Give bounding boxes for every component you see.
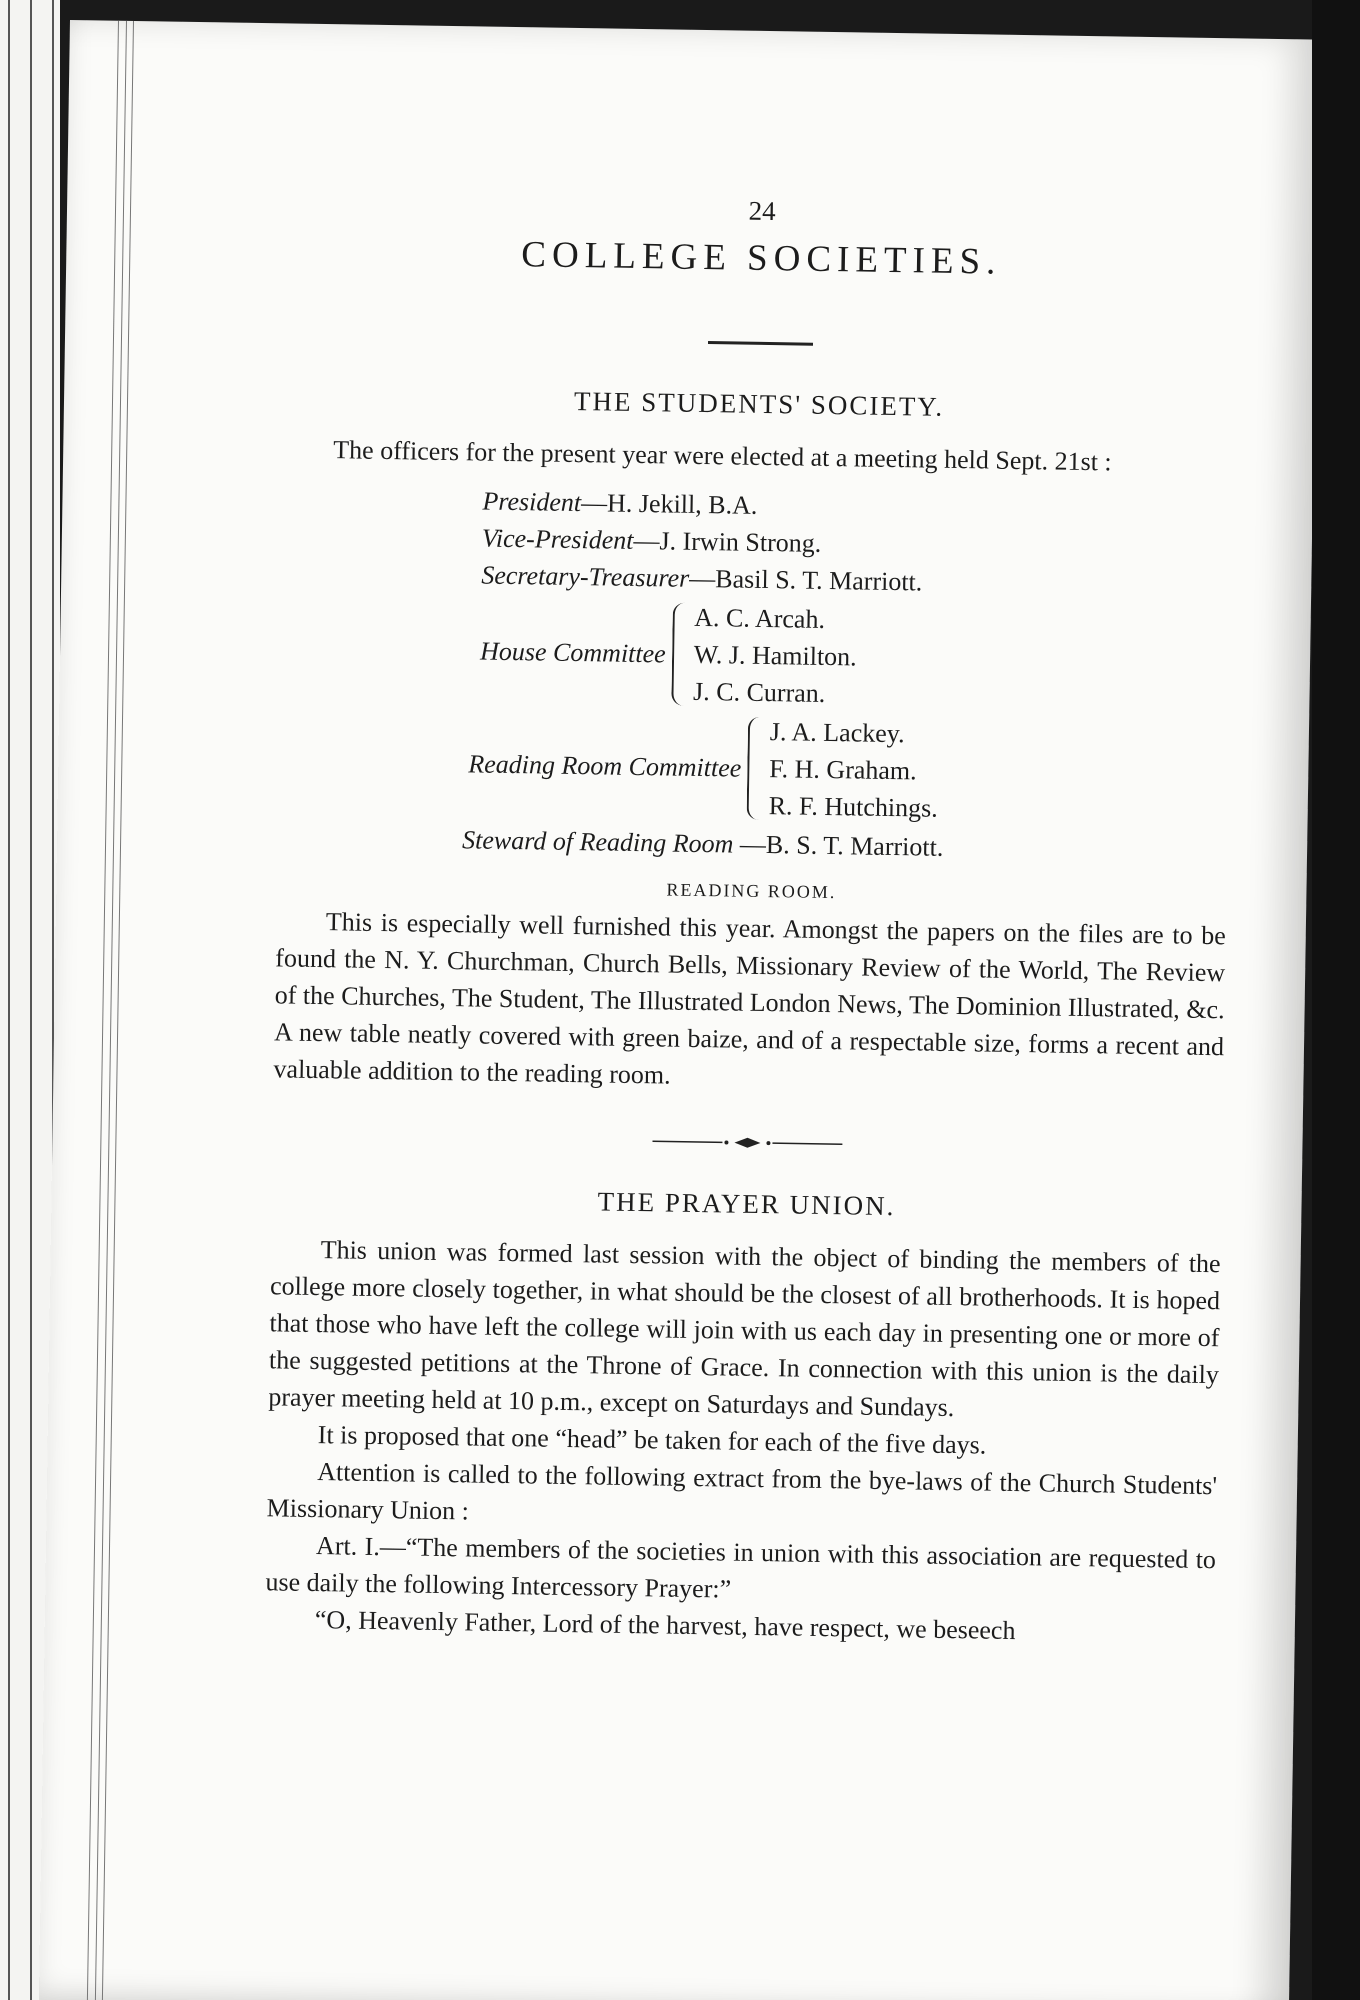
reading-room-committee-members xyxy=(768,713,939,827)
ornament-divider xyxy=(652,1133,842,1152)
right-dark-edge xyxy=(1312,0,1360,2000)
brace xyxy=(671,603,687,706)
officer-name: Basil S. T. Marriott. xyxy=(715,564,923,597)
page-paper xyxy=(39,20,1320,2000)
officer-vice-president: Vice-President—J. Irwin Strong. xyxy=(481,523,822,558)
title-rule xyxy=(707,341,812,346)
officer-steward: Steward of Reading Room —B. S. T. Marriott. xyxy=(461,825,944,862)
page-number: 24 xyxy=(748,195,776,227)
committee-member: J. A. Lackey. xyxy=(769,717,905,749)
prayer-union-paragraph: This union was formed last session with the object of binding the members of the college more closely together, in what should be the closest of all brotherhoods. It is hoped that those who have left the college will join with us each day in presenting one or more of the suggested petitions at the Throne of Grace. In connection with this union is the daily prayer meeting held at 10 p.m., except on Saturdays and Sundays. xyxy=(268,1235,1221,1423)
house-committee xyxy=(479,596,1231,719)
prayer-union-paragraph: It is proposed that one “head” be taken for each of the five days. xyxy=(317,1420,987,1460)
students-society-heading: THE STUDENTS' SOCIETY. xyxy=(573,385,945,422)
officer-secretary-treasurer: Secretary-Treasurer—Basil S. T. Marriott. xyxy=(481,560,923,597)
officer-name: B. S. T. Marriott. xyxy=(765,830,944,862)
committee-member: W. J. Hamilton. xyxy=(693,639,857,672)
officer-name: J. Irwin Strong. xyxy=(659,526,822,558)
officer-role: Vice-President xyxy=(481,523,634,555)
prayer-union-heading: THE PRAYER UNION. xyxy=(597,1186,896,1222)
page-title: COLLEGE SOCIETIES. xyxy=(521,234,1002,283)
officer-president: President—H. Jekill, B.A. xyxy=(482,486,758,520)
officer-name: H. Jekill, B.A. xyxy=(606,488,758,520)
prayer-union-paragraph: Attention is called to the following extract from the bye-laws of the Church Students' Missionary Union : xyxy=(266,1457,1218,1526)
officers-list xyxy=(461,483,1233,871)
officer-role: Secretary-Treasurer xyxy=(481,560,690,593)
prayer-union-paragraph: “O, Heavenly Father, Lord of the harvest, have respect, we beseech xyxy=(314,1605,1016,1646)
house-committee-members xyxy=(693,599,858,713)
committee-member: A. C. Arcah. xyxy=(694,602,826,634)
students-society-intro: The officers for the present year were elected at a meeting held Sept. 21st : xyxy=(333,435,1112,477)
reading-room-heading: READING ROOM. xyxy=(666,879,837,903)
reading-room-committee xyxy=(467,708,1229,831)
prayer-union-paragraph: Art. I.—“The members of the societies in union with this association are requested to use daily the following Intercessory Prayer:” xyxy=(265,1531,1217,1604)
brace xyxy=(746,717,762,820)
house-committee-label: House Committee xyxy=(479,636,666,669)
reading-room-committee-label: Reading Room Committee xyxy=(468,749,742,783)
officer-role: Steward of Reading Room xyxy=(461,825,734,859)
page-edge-lines xyxy=(87,21,178,2000)
reading-room-text: This is especially well furnished this year. Amongst the papers on the files are to be found the N. Y. Churchman, Church Bells, Missionary Review of the World, The Review of the Churches, The Student, The Illustrated London News, The Dominion Illustrated, &c. A new table neatly covered with green baize, and of a respectable size, forms a recent and valuable addition to the reading room. xyxy=(273,907,1226,1090)
committee-member: F. H. Graham. xyxy=(769,754,917,786)
officer-role: President xyxy=(482,486,582,518)
committee-member: J. C. Curran. xyxy=(692,676,826,708)
committee-member: R. F. Hutchings. xyxy=(768,791,939,823)
page-content xyxy=(265,188,1238,1652)
